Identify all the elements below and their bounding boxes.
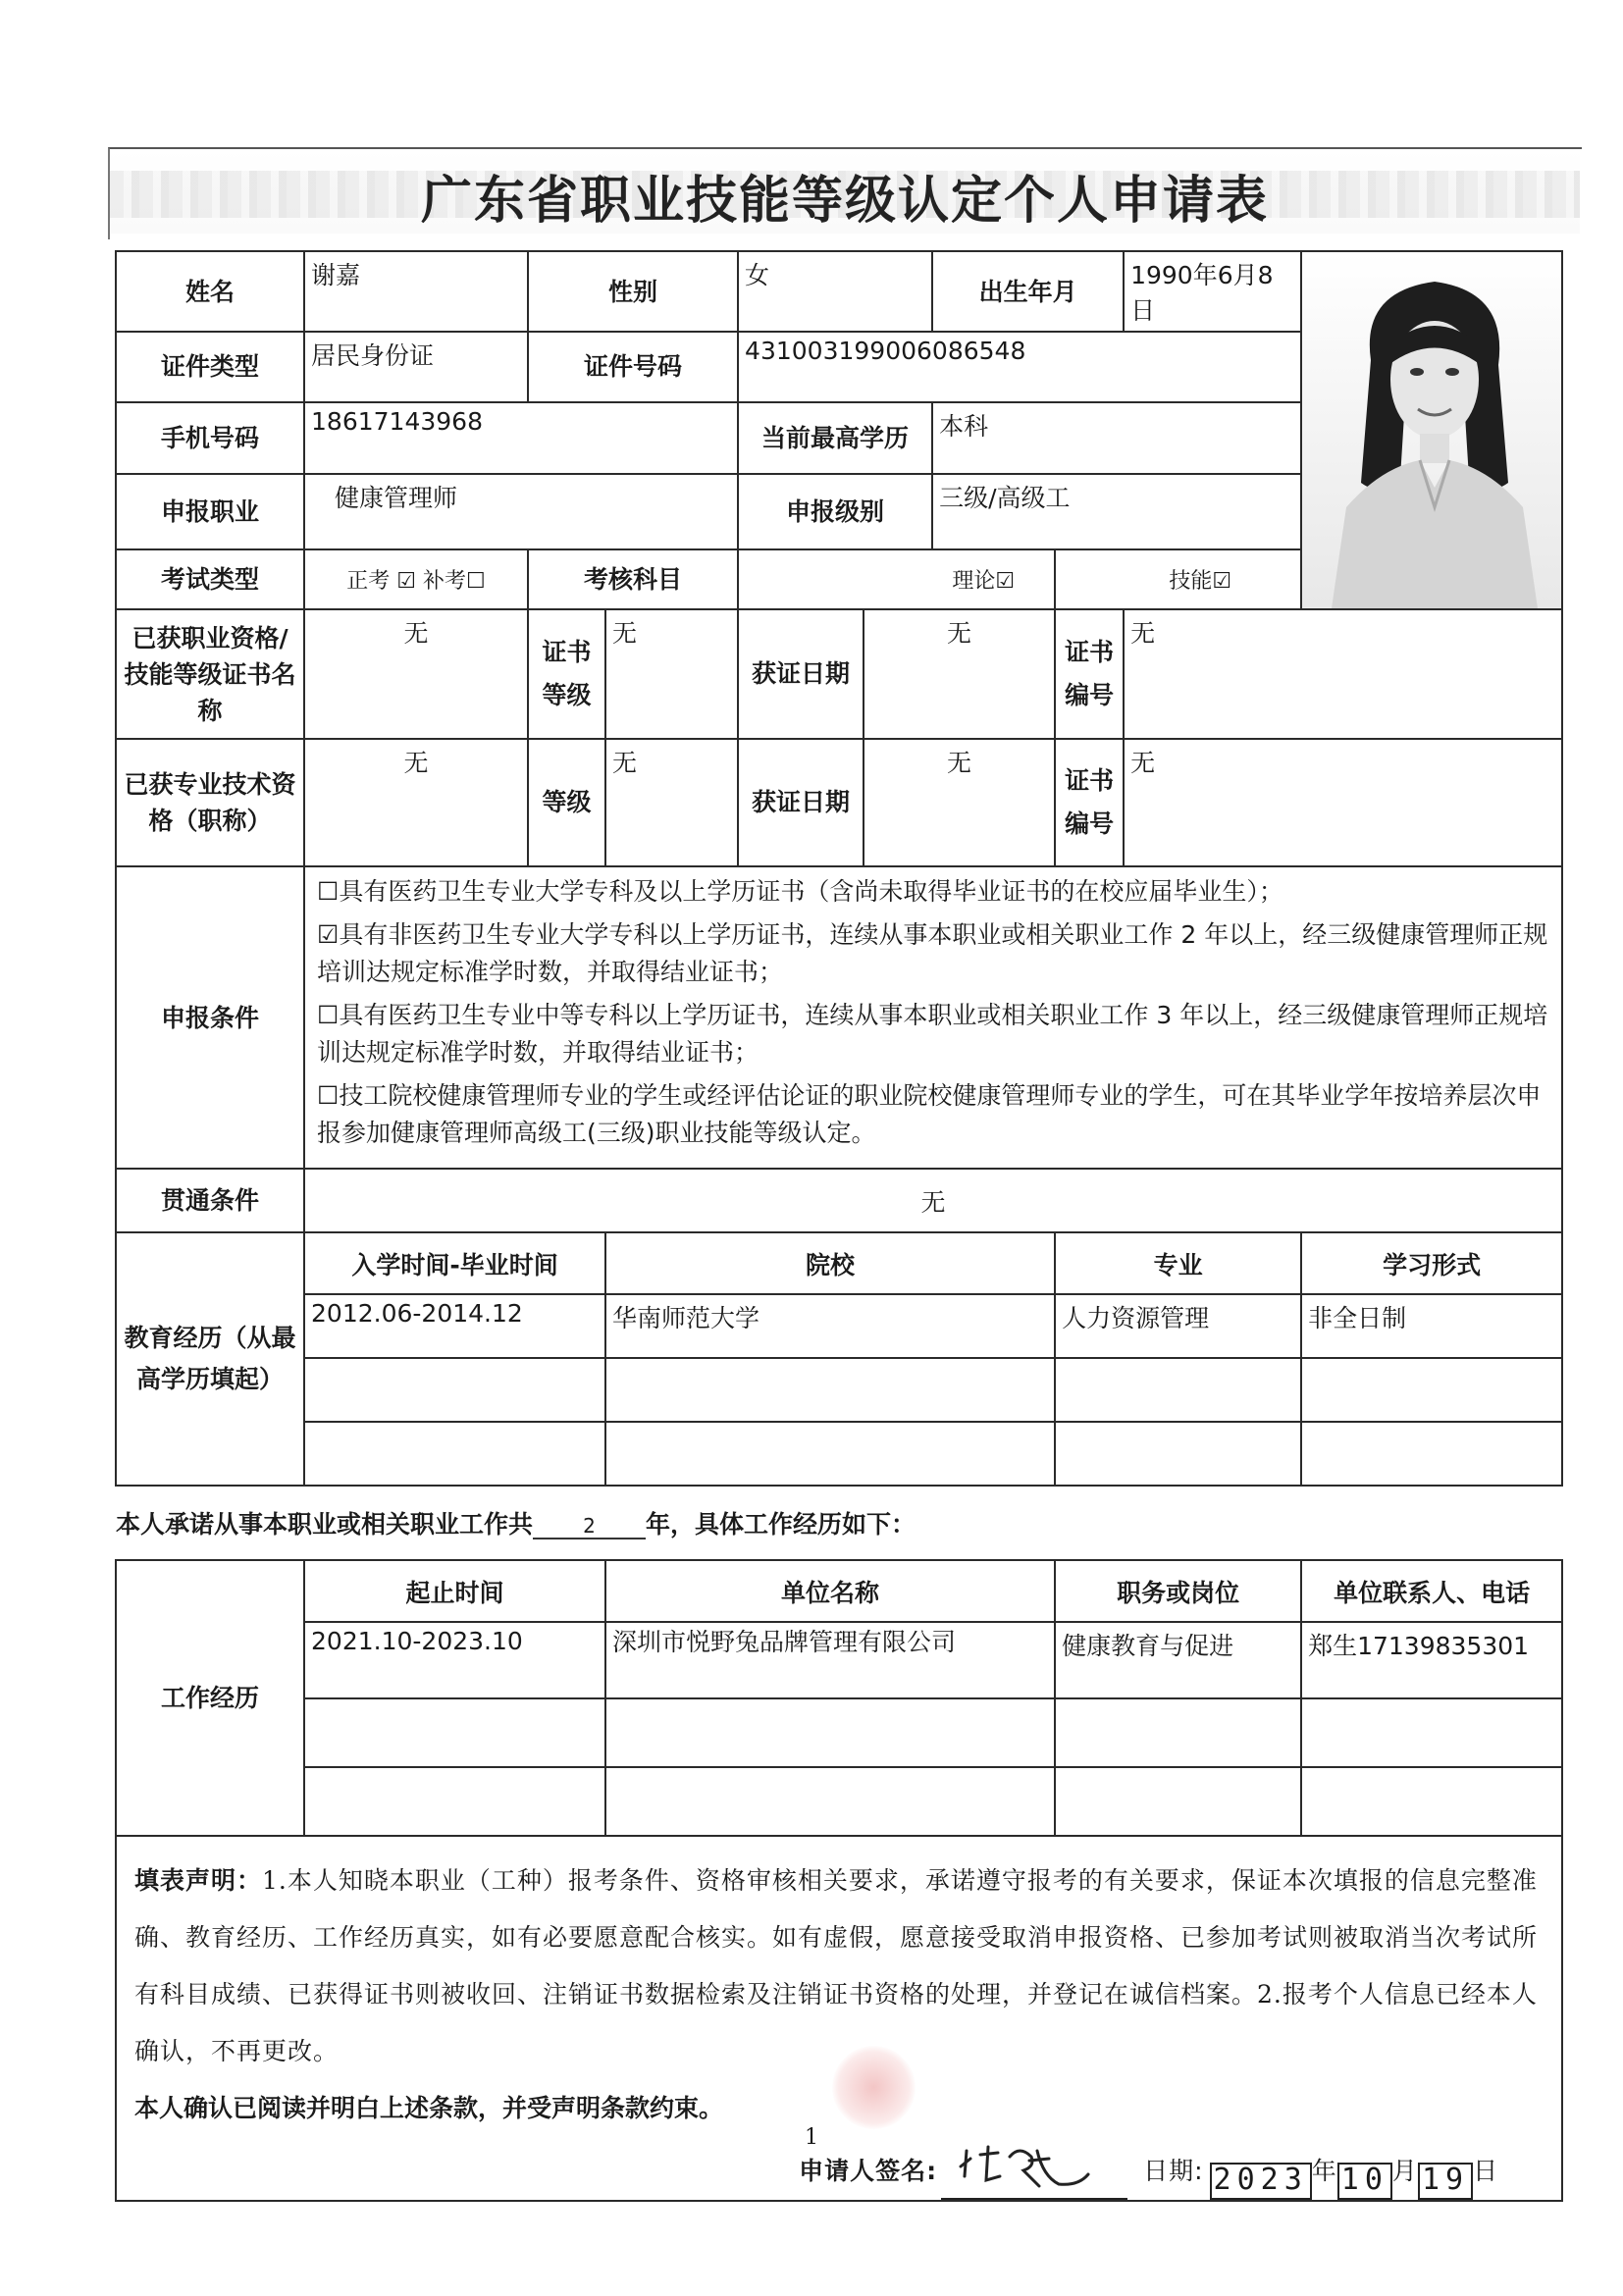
cert-date-label: 获证日期	[738, 609, 864, 739]
date-year-box[interactable]: 2023	[1210, 2163, 1312, 2200]
table-row	[116, 1767, 1562, 1836]
condition-item[interactable]: ☑具有非医药卫生专业大学专科以上学历证书，连续从事本职业或相关职业工作 2 年以上，经三级健康管理师正规培训达规定标准学时数，并取得结业证书；	[317, 920, 1548, 986]
edu-header-major: 专业	[1055, 1232, 1301, 1294]
edu-header-period: 入学时间-毕业时间	[304, 1232, 605, 1294]
education-label: 当前最高学历	[738, 402, 932, 475]
red-seal-mark	[832, 2046, 916, 2129]
edu-school	[605, 1358, 1055, 1422]
title-banner	[110, 149, 1580, 234]
cert-no-value: 无	[1124, 609, 1562, 739]
tech-date-label: 获证日期	[738, 739, 864, 866]
table-row	[116, 1294, 1562, 1358]
year-unit: 年	[1311, 2157, 1337, 2185]
work-company	[605, 1767, 1055, 1836]
date-month-box[interactable]: 10	[1337, 2163, 1392, 2200]
tech-level-value: 无	[605, 739, 738, 866]
table-row	[116, 1422, 1562, 1486]
application-form	[115, 250, 1563, 2202]
declaration-text	[134, 1852, 1545, 2080]
edu-period	[304, 1358, 605, 1422]
edu-period	[304, 1422, 605, 1486]
month-unit: 月	[1391, 2157, 1418, 2185]
conditions-list	[304, 866, 1562, 1169]
subject-skill[interactable]: 技能☑	[1055, 549, 1301, 609]
work-header-period: 起止时间	[304, 1560, 605, 1622]
work-company: 深圳市悦野兔品牌管理有限公司	[605, 1622, 1055, 1698]
tech-title-label: 已获专业技术资格（职称）	[116, 739, 304, 866]
work-position	[1055, 1698, 1301, 1767]
name-label: 姓名	[116, 251, 304, 332]
sign-label: 申请人签名:	[799, 2157, 938, 2185]
tech-title-value: 无	[304, 739, 528, 866]
edu-major	[1055, 1358, 1301, 1422]
edu-mode: 非全日制	[1301, 1294, 1562, 1358]
work-header-company: 单位名称	[605, 1560, 1055, 1622]
gender-value: 女	[738, 251, 932, 332]
edu-mode	[1301, 1422, 1562, 1486]
id-no-label: 证件号码	[528, 332, 738, 402]
level-label: 申报级别	[738, 474, 932, 549]
work-contact: 郑生17139835301	[1301, 1622, 1562, 1698]
gender-label: 性别	[528, 251, 738, 332]
name-value: 谢嘉	[304, 251, 528, 332]
id-no-value: 431003199006086548	[738, 332, 1301, 402]
pledge-text-after: 年，具体工作经历如下：	[646, 1510, 916, 1539]
date-day-box[interactable]: 19	[1418, 2163, 1473, 2200]
through-value: 无	[304, 1169, 1562, 1232]
edu-header-mode: 学习形式	[1301, 1232, 1562, 1294]
subjects-label: 考核科目	[528, 549, 738, 609]
signature-field[interactable]	[941, 2159, 1127, 2200]
condition-item[interactable]: ☐技工院校健康管理师专业的学生或经评估论证的职业院校健康管理师专业的学生，可在其毕业学年按培养层次申报参加健康管理师高级工(三级)职业技能等级认定。	[317, 1081, 1542, 1147]
work-company	[605, 1698, 1055, 1767]
exam-type-options[interactable]: 正考 ☑ 补考☐	[304, 549, 528, 609]
tech-date-value: 无	[864, 739, 1055, 866]
level-value: 三级/高级工	[932, 474, 1301, 549]
education-value: 本科	[932, 402, 1301, 475]
page-number: 1	[805, 2125, 818, 2150]
photo-cell	[1301, 251, 1562, 609]
edu-mode	[1301, 1358, 1562, 1422]
exam-type-label: 考试类型	[116, 549, 304, 609]
work-pledge	[116, 1486, 1562, 1560]
through-label: 贯通条件	[116, 1169, 304, 1232]
work-position: 健康教育与促进	[1055, 1622, 1301, 1698]
occupation-label: 申报职业	[116, 474, 304, 549]
edu-major	[1055, 1422, 1301, 1486]
declaration-confirm: 本人确认已阅读并明白上述条款，并受声明条款约束。	[134, 2094, 724, 2122]
edu-history-label: 教育经历（从最高学历填起）	[116, 1232, 304, 1486]
work-contact	[1301, 1767, 1562, 1836]
pledge-years[interactable]: 2	[533, 1514, 646, 1539]
form-title: 广东省职业技能等级认定个人申请表	[420, 172, 1269, 231]
birth-value: 1990年6月8日	[1124, 251, 1301, 332]
cert-date-value: 无	[864, 609, 1055, 739]
signature-row	[134, 2145, 1545, 2200]
work-period	[304, 1767, 605, 1836]
edu-header-school: 院校	[605, 1232, 1055, 1294]
phone-value: 18617143968	[304, 402, 738, 475]
tech-no-value: 无	[1124, 739, 1562, 866]
birth-label: 出生年月	[932, 251, 1124, 332]
applicant-photo	[1302, 252, 1561, 608]
table-row	[116, 1698, 1562, 1767]
id-type-value: 居民身份证	[304, 332, 528, 402]
id-type-label: 证件类型	[116, 332, 304, 402]
table-row	[116, 1358, 1562, 1422]
cert-level-label: 证书等级	[528, 609, 605, 739]
work-history-label: 工作经历	[116, 1560, 304, 1836]
day-unit: 日	[1473, 2157, 1499, 2185]
work-period	[304, 1698, 605, 1767]
declaration-heading: 填表声明：	[134, 1866, 263, 1895]
table-row	[116, 1622, 1562, 1698]
portrait-image	[1302, 252, 1562, 608]
date-label: 日期:	[1143, 2157, 1204, 2185]
phone-label: 手机号码	[116, 402, 304, 475]
tech-no-label: 证书编号	[1055, 739, 1124, 866]
work-contact	[1301, 1698, 1562, 1767]
subject-theory[interactable]: 理论☑	[738, 549, 1055, 609]
edu-period: 2012.06-2014.12	[304, 1294, 605, 1358]
work-position	[1055, 1767, 1301, 1836]
tech-level-label: 等级	[528, 739, 605, 866]
work-header-position: 职务或岗位	[1055, 1560, 1301, 1622]
work-period: 2021.10-2023.10	[304, 1622, 605, 1698]
condition-item[interactable]: ☐具有医药卫生专业中等专科以上学历证书，连续从事本职业或相关职业工作 3 年以上，经三级健康管理师正规培训达规定标准学时数，并取得结业证书；	[317, 1001, 1548, 1067]
occupation-value: 健康管理师	[304, 474, 738, 549]
conditions-label: 申报条件	[116, 866, 304, 1169]
condition-item[interactable]: ☐具有医药卫生专业大学专科及以上学历证书（含尚未取得毕业证书的在校应届毕业生）；	[317, 877, 1283, 906]
qual-cert-label: 已获职业资格/技能等级证书名称	[116, 609, 304, 739]
qual-cert-value: 无	[304, 609, 528, 739]
work-header-contact: 单位联系人、电话	[1301, 1560, 1562, 1622]
cert-no-label: 证书编号	[1055, 609, 1124, 739]
edu-school	[605, 1422, 1055, 1486]
declaration-body: 1.本人知晓本职业（工种）报考条件、资格审核相关要求，承诺遵守报考的有关要求，保证本次填报的信息完整准确、教育经历、工作经历真实，如有必要愿意配合核实。如有虚假，愿意接受取消申报资格、已参加考试则被取消当次考试所有科目成绩、已获得证书则被收回、注销证书数据检索及注销证书资格的处理，并登记在诚信档案。2.报考个人信息已经本人确认，不再更改。	[134, 1866, 1539, 2065]
cert-level-value: 无	[605, 609, 738, 739]
edu-school: 华南师范大学	[605, 1294, 1055, 1358]
pledge-text-before: 本人承诺从事本职业或相关职业工作共	[116, 1510, 534, 1539]
edu-major: 人力资源管理	[1055, 1294, 1301, 1358]
